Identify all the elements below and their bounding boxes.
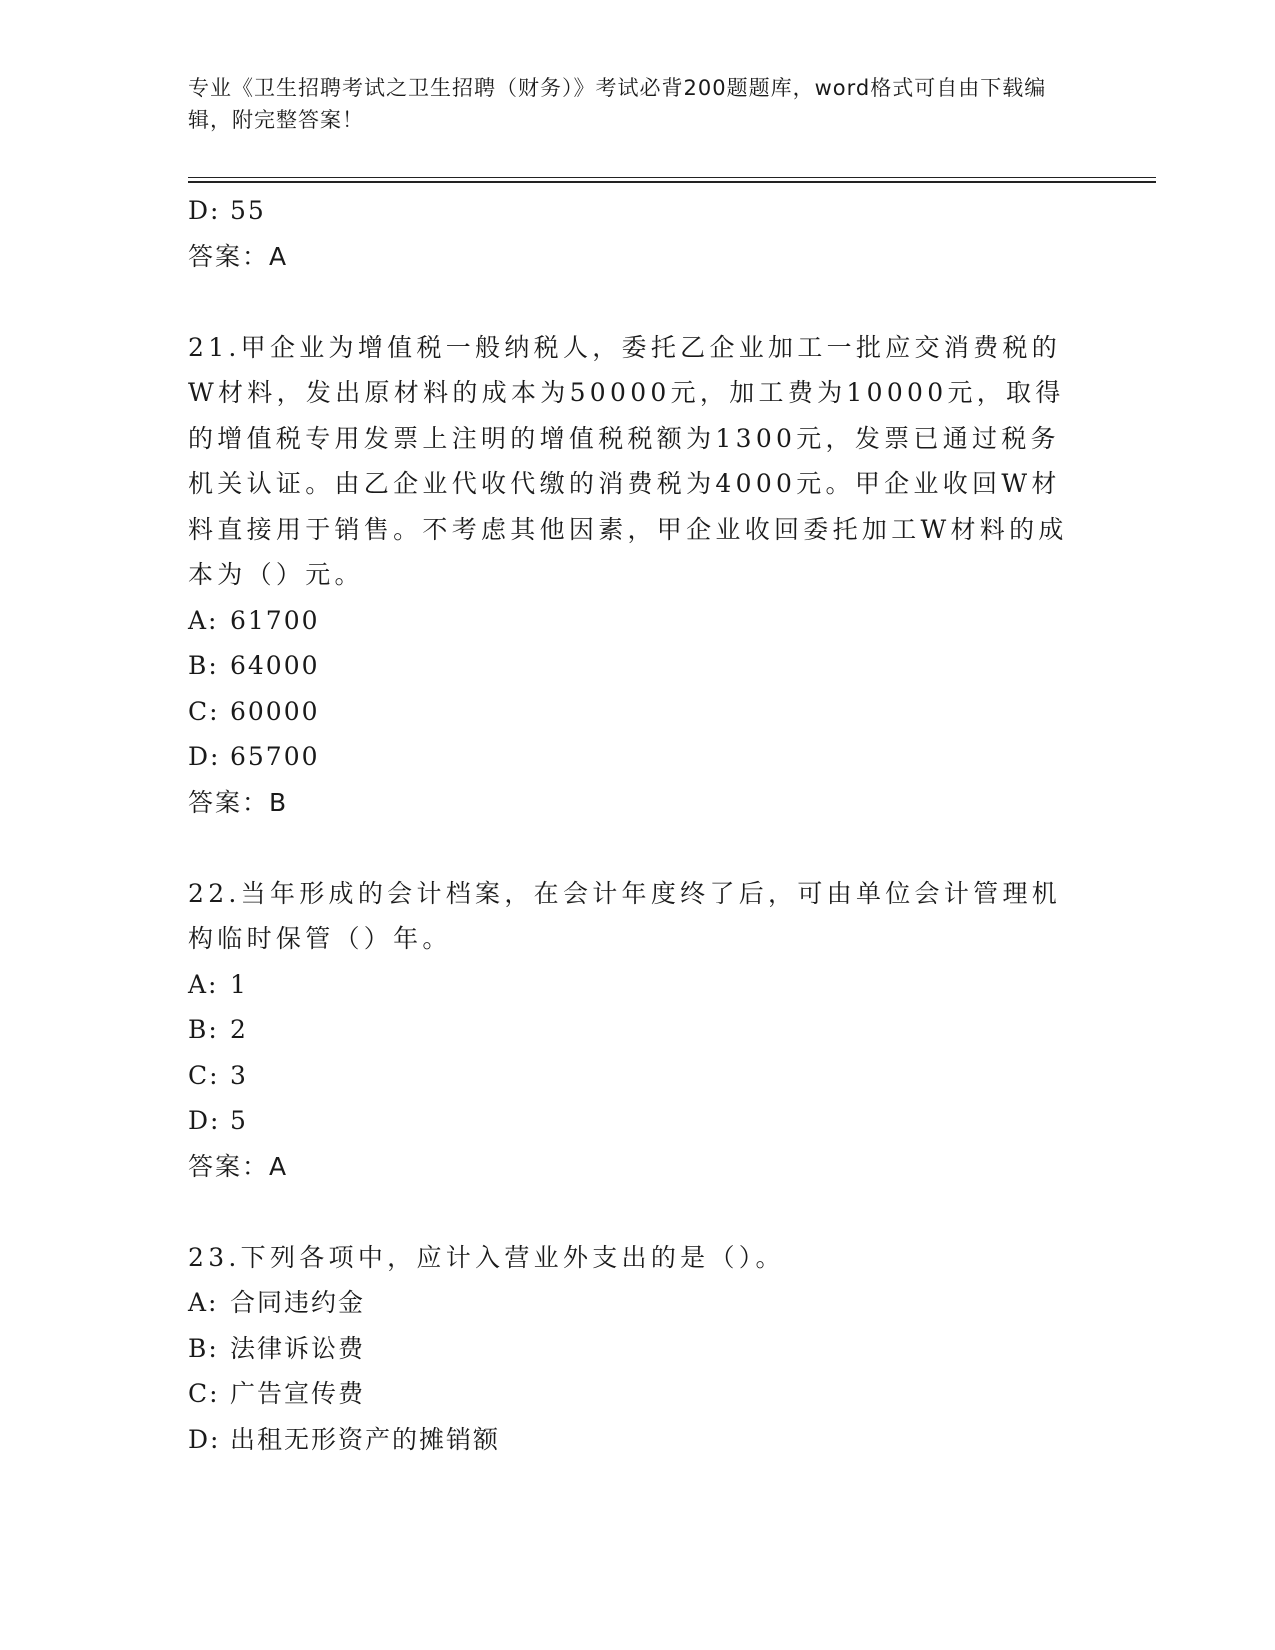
option-text: 5 (230, 1106, 248, 1135)
question-stem: 23.下列各项中，应计入营业外支出的是（）。 (188, 1242, 785, 1272)
option-line (188, 734, 1088, 780)
option-line (188, 643, 1088, 689)
option-line (188, 1053, 1088, 1099)
option-line (188, 1280, 1088, 1326)
option-line (188, 689, 1088, 735)
option-key: A: (188, 1288, 219, 1317)
option-key: C: (188, 696, 220, 726)
option-key: D: (188, 1424, 221, 1454)
answer-line: 答案：B (188, 787, 289, 817)
option-key: C: (188, 1379, 220, 1408)
question-stem: 21.甲企业为增值税一般纳税人，委托乙企业加工一批应交消费税的W材料，发出原材料的成本为50000元，加工费为10000元，取得的增值税专用发票上注明的增值税税额为1300元，发票已通过税务机关认证。由乙企业代收代缴的消费税为4000元。甲企业收回W材料直接用于销售。不考虑其他因素，甲企业收回委托加工W材料的成本为（）元。 (188, 332, 1068, 589)
option-text: 广告宣传费 (230, 1379, 366, 1408)
spacer (188, 279, 1088, 325)
option-key: A: (188, 605, 219, 635)
spacer (188, 1189, 1088, 1235)
option-text: 64000 (230, 651, 320, 680)
answer-line: 答案：A (188, 241, 289, 271)
option-text: 出租无形资产的摊销额 (230, 1424, 501, 1454)
option-text: 61700 (230, 605, 320, 635)
option-line (188, 598, 1088, 644)
option-text: 65700 (230, 742, 320, 771)
spacer (188, 825, 1088, 871)
option-line (188, 188, 1088, 234)
option-text: 60000 (230, 696, 320, 726)
option-text: 2 (230, 1015, 248, 1044)
option-line (188, 1007, 1088, 1053)
option-key: B: (188, 1333, 219, 1363)
option-line (188, 1326, 1088, 1372)
option-text: 法律诉讼费 (230, 1333, 366, 1363)
option-key: D: (188, 196, 221, 225)
option-line (188, 962, 1088, 1008)
option-line (188, 1417, 1088, 1463)
option-text: 55 (230, 196, 266, 225)
option-text: 合同违约金 (230, 1288, 366, 1317)
option-key: C: (188, 1060, 220, 1090)
option-text: 1 (230, 969, 248, 999)
header-rule-thick (188, 181, 1156, 183)
header-rule-thin (188, 177, 1156, 178)
option-line (188, 1098, 1088, 1144)
page-header: 专业《卫生招聘考试之卫生招聘（财务）》考试必背200题题库，word格式可自由下载编辑，附完整答案！ (188, 76, 1047, 132)
question-stem: 22.当年形成的会计档案，在会计年度终了后，可由单位会计管理机构临时保管（）年。 (188, 878, 1062, 953)
document-body (188, 188, 1088, 1462)
option-key: A: (188, 969, 219, 999)
option-key: B: (188, 1015, 219, 1044)
answer-line: 答案：A (188, 1151, 289, 1181)
option-text: 3 (230, 1060, 248, 1090)
option-key: D: (188, 742, 221, 771)
option-line (188, 1371, 1088, 1417)
option-key: D: (188, 1106, 221, 1135)
option-key: B: (188, 651, 219, 680)
